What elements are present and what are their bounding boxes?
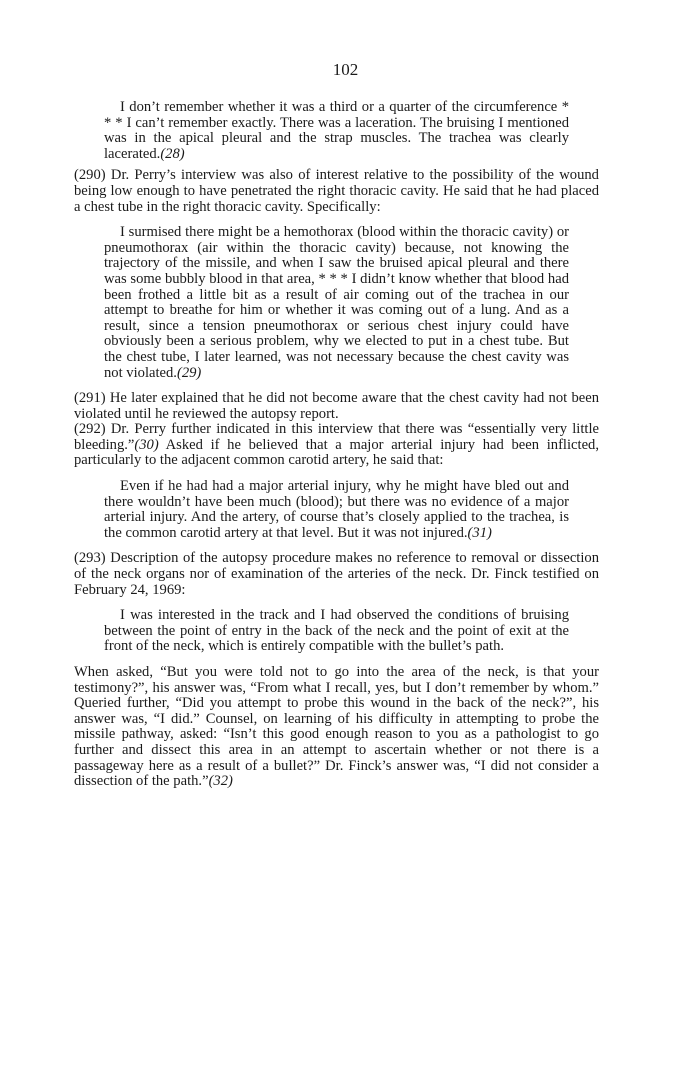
paragraph-number: (291) — [74, 390, 106, 407]
footnote-ref: (29) — [176, 364, 202, 381]
numbered-paragraph — [74, 551, 599, 598]
quote-block — [104, 608, 569, 655]
quote-text: I was interested in the track and I had observed the conditions of bruising between the point of entry in the back of the neck and the point of exit at the front of the neck, which is entirely compatible with the bullet’s path. — [104, 607, 569, 655]
quote-block — [104, 225, 569, 381]
numbered-paragraph — [74, 168, 599, 215]
paragraph-number: (293) — [74, 550, 106, 567]
page-body — [74, 100, 599, 790]
quote-text: Even if he had had a major arterial injury, why he might have bled out and there wouldn’t have been much (blood); but there was no evidence of a major arterial injury. And the artery, of course that’s closely applied to the trachea, is the common carotid artery at that level. But it was not injured. — [104, 478, 569, 541]
footnote-ref: (28) — [160, 145, 185, 162]
paragraph-text: Description of the autopsy procedure makes no reference to removal or dissection of the neck organs nor of examination of the arteries of the neck. Dr. Finck testified on February 24, 1969: — [74, 550, 599, 598]
paragraph-number: (292) — [74, 421, 106, 438]
footnote-ref: (32) — [208, 773, 233, 790]
paragraph-text: Dr. Perry further indicated in this interview that there was “essentially very little bleeding.” — [74, 421, 599, 453]
numbered-paragraph — [74, 422, 599, 469]
quote-block — [104, 479, 569, 541]
footnote-ref: (31) — [467, 524, 492, 541]
quote-block — [104, 100, 569, 162]
quote-text: I surmised there might be a hemothorax (blood within the thoracic cavity) or pneumothorax (air within the thoracic cavity) because, not knowing the trajectory of the missile, and when I saw the bruised apical pleural and there was some bubbly blood in that area, * * * I didn’t know whether that blood had been frothed a little bit as a result of air coming out of the trachea in our attempt to breathe for him or whether it was coming out of a lung. And as a result, since a tension pneumothorax or serious chest injury could have obviously been a serious problem, why we elected to put in a chest tube. But the chest tube, I later learned, was not necessary because the chest cavity was not violated. — [104, 224, 569, 381]
paragraph-text: He later explained that he did not become aware that the chest cavity had not been violated until he reviewed the autopsy report. — [74, 390, 599, 422]
plain-paragraph — [74, 665, 599, 790]
paragraph-text: Dr. Perry’s interview was also of interest relative to the possibility of the wound being low enough to have penetrated the right thoracic cavity. He said that he had placed a chest tube in the right thoracic cavity. Specifically: — [74, 167, 599, 215]
footnote-ref: (30) — [134, 436, 159, 453]
paragraph-number: (290) — [74, 167, 106, 184]
quote-text: I don’t remember whether it was a third or a quarter of the circumference * * * I can’t remember exactly. There was a laceration. The bruising I mentioned was in the apical pleural and the strap muscles. The trachea was clearly lacerated. — [104, 99, 569, 162]
numbered-paragraph — [74, 391, 599, 422]
paragraph-text-continued: Asked if he believed that a major arterial injury had been inflicted, particularly to the adjacent common carotid artery, he said that: — [74, 436, 599, 469]
paragraph-text: When asked, “But you were told not to go into the area of the neck, is that your testimony?”, his answer was, “From what I recall, yes, but I don’t remember by whom.” Queried further, “Did you attempt to probe this wound in the back of the neck?”, his answer was, “I did.” Counsel, on learning of his difficulty in attempting to probe the missile pathway, asked: “Isn’t this good enough reason to you as a pathologist to go further and dissect this area in an attempt to ascertain whether or not there is a passageway here as a result of a bullet?” Dr. Finck’s answer was, “I did not consider a dissection of the path.” — [74, 664, 599, 790]
page-number: 102 — [332, 60, 359, 79]
